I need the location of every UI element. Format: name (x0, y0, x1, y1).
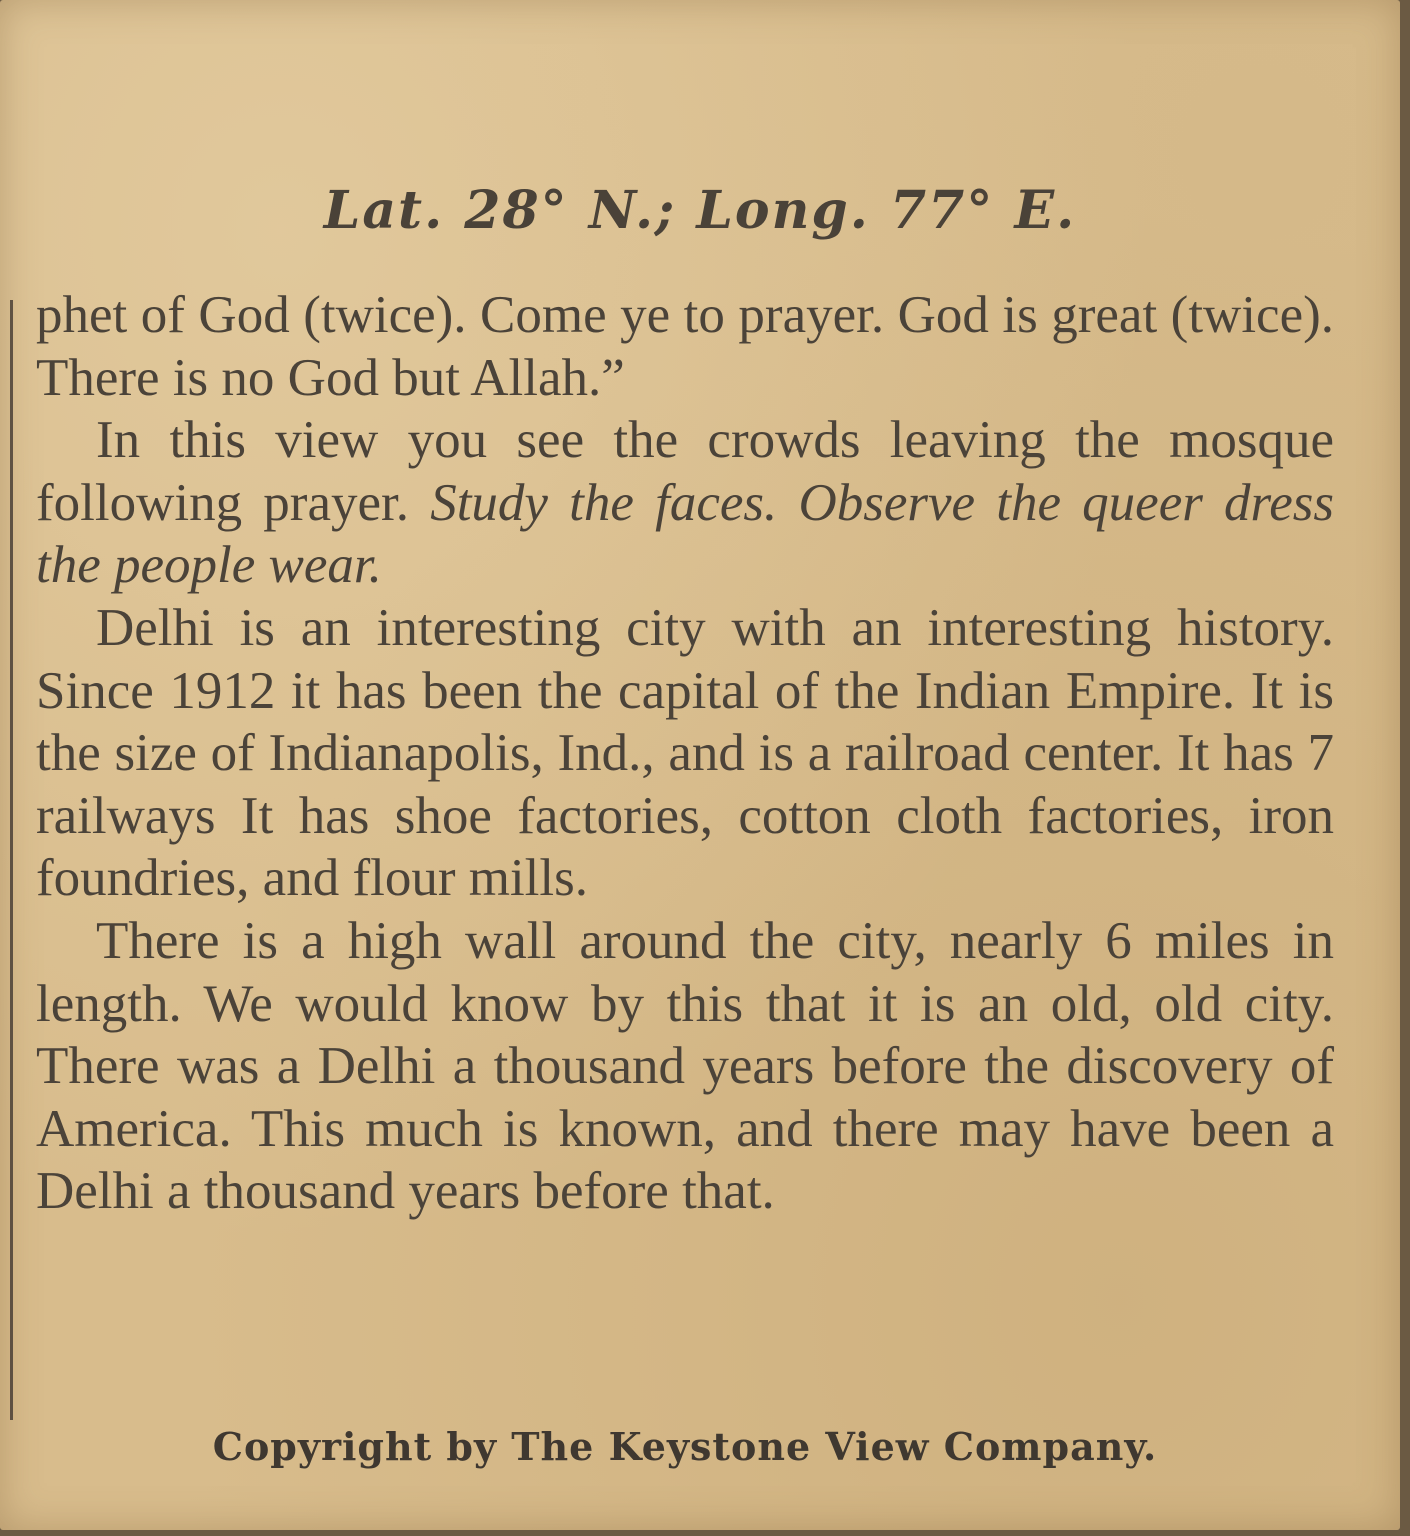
body-text (36, 284, 1334, 1223)
coordinates-heading: Lat. 28° N.; Long. 77° E. (323, 180, 1077, 241)
paragraph-4: There is a high wall around the city, nearly 6 miles in length. We would know by this that it is an old, old city. There was a Delhi a thousand years before the discovery of America. This much is known, and there may have been a Delhi a thousand years before that. (36, 911, 1334, 1221)
paragraph-1: phet of God (twice). Come ye to prayer. God is great (twice). There is no God but Allah.” (36, 286, 1334, 407)
paragraph-2-text: In this view you see the crowds leaving the mosque following prayer. (36, 411, 1334, 532)
left-edge-rule (10, 300, 13, 1420)
paragraph-3: Delhi is an interesting city with an interesting history. Since 1912 it has been the capital of the Indian Empire. It is the size of Indianapolis, Ind., and is a railroad center. It has 7 railways It has shoe factories, cotton cloth factories, iron foundries, and flour mills. (36, 598, 1334, 908)
paragraph-2 (36, 409, 1334, 597)
copyright-line: Copyright by The Keystone View Company. (212, 1424, 1158, 1469)
paragraph-2-italic-text: Study the faces. Observe the queer dress the people wear. (36, 473, 1334, 595)
